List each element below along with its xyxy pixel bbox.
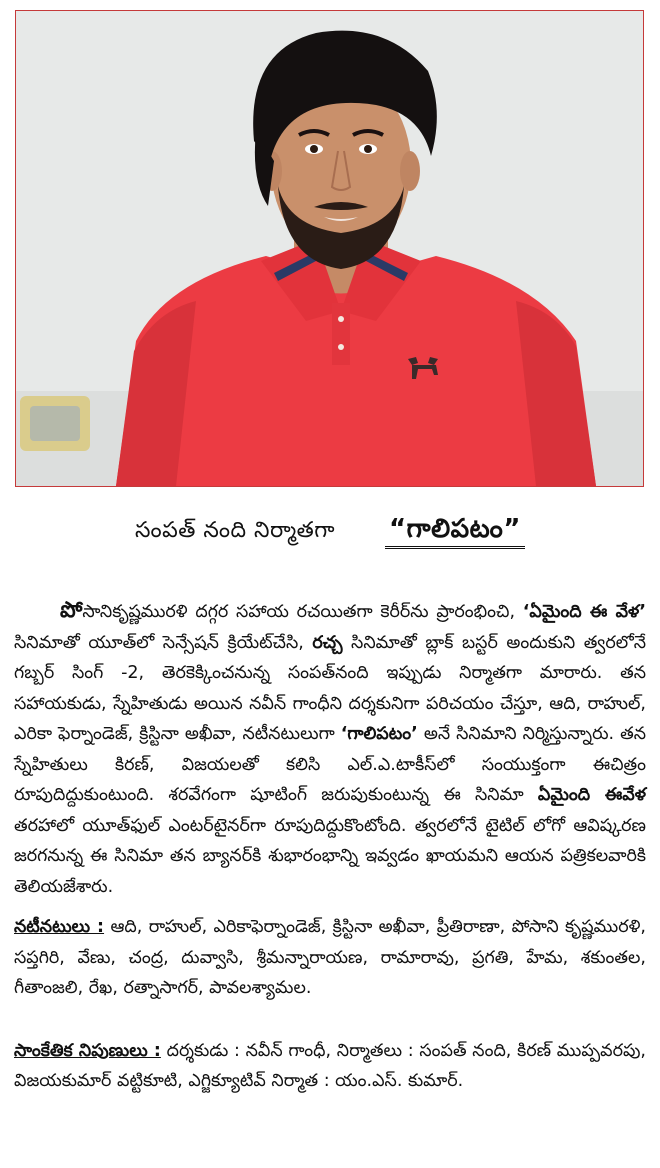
lead-dropcap: పో bbox=[60, 598, 83, 623]
headline-prefix: సంపత్ నంది నిర్మాతగా bbox=[135, 518, 336, 543]
cast-label: నటీనటులు : bbox=[14, 917, 105, 937]
lead-text-1: సానికృష్ణమురళి దగ్గర సహాయ రచయితగా కెరీర్‌ను ప్రారంభించి, bbox=[82, 602, 523, 622]
lead-film-4: ఏమైంది ఈవేళ bbox=[537, 785, 646, 805]
headline bbox=[0, 514, 660, 550]
article-body bbox=[14, 596, 646, 1097]
technicians-list: దర్శకుడు : నవీన్ గాంధీ, నిర్మాతలు : సంపత్ నంది, కిరణ్ ముప్పవరపు, విజయకుమార్ వట్టికూటి, ఎగ్జిక్యూటివ్ నిర్మాత : యం.ఎస్. కుమార్. bbox=[14, 1040, 646, 1091]
lead-film-1: ‘ఏమైంది ఈ వేళ’ bbox=[522, 602, 646, 622]
portrait-illustration bbox=[16, 11, 643, 486]
technicians-paragraph bbox=[14, 1036, 646, 1097]
cast-list: ఆది, రాహుల్, ఎరికాఫెర్నాండెజ్, క్రిస్టినా అఖీవా, ప్రీతిరాణా, పోసాని కృష్ణమురళి, సప్తగిరి, వేణు, చంద్ర, దువ్వాసి, శ్రీమన్నారాయణ, రామారావు, ప్రగతి, హేమ, శకుంతల, గీతాంజలి, రేఖ, రత్నాసాగర్, పావలశ్యామల. bbox=[14, 917, 646, 998]
headline-film-title: “గాలిపటం” bbox=[385, 514, 525, 549]
lead-film-3: ‘గాలిపటం’ bbox=[340, 724, 418, 744]
lead-film-2: రచ్చ bbox=[312, 632, 343, 653]
portrait-photo bbox=[15, 10, 644, 487]
lead-text-5: తరహాలో యూత్‌ఫుల్ ఎంటర్‌టైనర్‌గా రూపుదిద్దుకొంటోంది. త్వరలోనే టైటిల్ లోగో ఆవిష్కరణ జరగనున్న ఈ సినిమా తన బ్యానర్‌కి శుభారంభాన్ని ఇవ్వడం ఖాయమని ఆయన పత్రికలవారికి తెలియజేశారు. bbox=[14, 815, 646, 897]
lead-text-2: సినిమాతో యూత్‌లో సెన్సేషన్ క్రియేట్‌చేసి, bbox=[14, 632, 313, 653]
lead-text-3: సినిమాతో బ్లాక్ బస్టర్ అందుకుని త్వరలోనే గబ్బర్ సింగ్ -2, తెరకెక్కించనున్న సంపత్‌నంది ఇప్పుడు నిర్మాతగా మారారు. తన సహాయకుడు, స్నేహితుడు అయిన నవీన్ గాంధీని దర్శకునిగా పరిచయం చేస్తూ, ఆది, రాహుల్, ఎరికా ఫెర్నాండెజ్, క్రిస్టినా అఖీవా, నటీనటులుగా bbox=[14, 632, 646, 744]
lead-paragraph bbox=[14, 596, 646, 902]
lead-text-4: అనే సినిమాని నిర్మిస్తున్నారు. తన స్నేహితులు కిరణ్, విజయలతో కలిసి ఎల్.ఎ.టాకీస్‌లో సంయుక్తంగా ఈచిత్రం రూపుదిద్దుకుంటుంది. శరవేగంగా షూటింగ్ జరుపుకుంటున్న ఈ సినిమా bbox=[14, 724, 646, 805]
technicians-label: సాంకేతిక నిపుణులు : bbox=[14, 1040, 161, 1061]
cast-paragraph bbox=[14, 912, 646, 1004]
